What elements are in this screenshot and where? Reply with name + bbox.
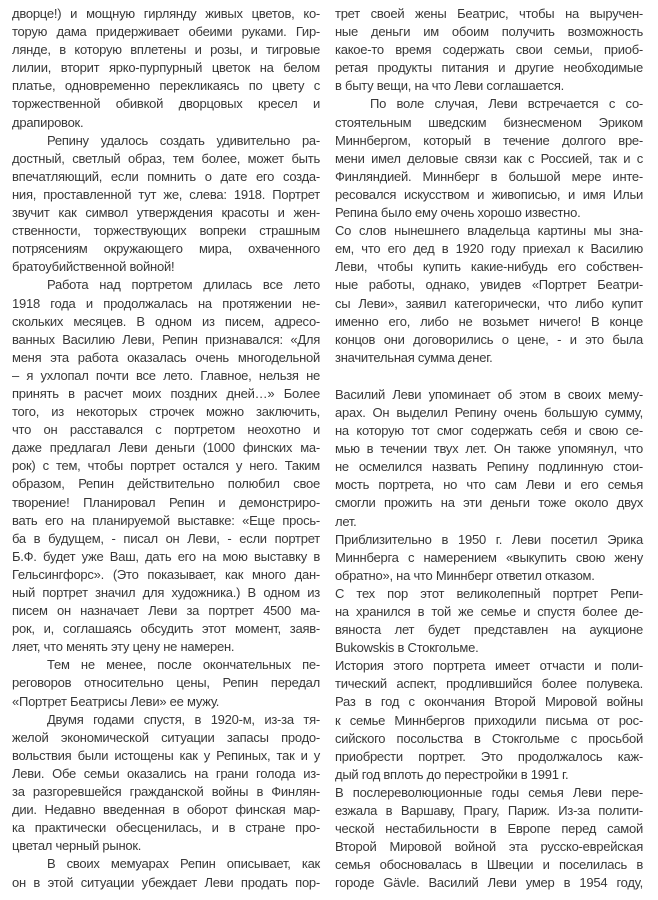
text-line: Миннбергом, который в течение долгого вре- [335,132,643,148]
text-line: В своих мемуарах Репин описывает, как [47,856,320,872]
text-line: Репина было ему очень хорошо известно. [335,205,581,221]
text-line: цветал черный рынок. [12,838,142,854]
text-line: принять в расчет моих поздних дней…» Более [12,385,320,401]
text-line: ный портрет значил для художника.) В одном из [12,585,320,600]
paragraph [12,855,320,891]
text-line: езжала в Варшаву, Прагу, Париж. Из-за полити- [335,803,643,819]
text-line: История этого портрета имеет отчасти и поли- [335,658,643,674]
text-line: рок) с тем, чтобы портрет остался у него. Таким [12,458,320,474]
text-line: что он расставался с портретом неохотно и [12,422,320,438]
text-line: звучит как символ утверждения красоты и жен- [12,205,320,221]
paragraph [335,222,643,367]
text-line: сы Леви», заявил категорически, что либо купит [335,295,643,311]
text-line: драпировок. [12,114,84,130]
paragraph [12,711,320,856]
paragraph [335,784,643,893]
text-line: ка практически обесценилась, и в стране про- [12,820,320,836]
text-line: ресовался искусством и живописью, и имя Ильи [335,186,643,202]
text-line: ственности, торжествующих вопреки страшным [12,223,320,239]
text-line: В послереволюционные годы семья Леви пере- [335,784,643,800]
column-left [12,5,320,900]
text-line: платье, одновременно перекликаясь по цвету с [12,78,320,94]
text-line: вяноста лет будет представлен на аукционе [335,622,643,638]
text-line: Работа над портретом длилась все лето [47,277,320,293]
paragraph [12,132,320,277]
paragraph [335,585,643,657]
text-line: потрясениям окружающего мира, охваченного [12,241,320,257]
text-line: творение! Планировал Репин и демонстриро- [12,494,320,510]
paragraph [335,5,643,95]
text-line: трет своей жены Беатрис, чтобы на выручен- [335,6,643,21]
paragraph [335,657,643,784]
text-line: вать его на планируемой выставке: «Еще прось- [12,512,320,528]
text-line: 1918 года и продолжалась на протяжении не- [12,295,320,311]
text-line: мью в течении твух лет. Он также упомянул, что [335,441,643,457]
text-line: дый год вплоть до перестройки в 1991 г. [335,766,569,782]
text-line: приобрести портрет. Это продолжалось каж- [335,748,643,764]
text-line: именно его, либо не возьмет ничего! В конце [335,313,643,329]
text-line: какое-то время содержать свои семьи, приоб- [335,42,643,58]
paragraph [12,5,320,132]
text-line: семья обосновалась в Швеции и поселилась в [335,857,643,873]
text-line: мость портрета, но что сам Леви и его семья [335,477,643,493]
text-line: писем он назначает Леви за портрет 4500 ма- [12,603,320,619]
text-line: Тем не менее, после окончательных пе- [47,657,320,673]
text-line: Bukowskis в Стокгольме. [335,640,479,656]
text-line: за разгоревшейся гражданской войны в Финлян- [12,784,320,800]
text-line: рок, и, соглашаясь обсудить этот момент, заяв- [12,621,320,637]
text-line: не осмелился назвать Репину подлинную стои- [335,459,643,475]
text-line: сийского посольства в Стокгольме с просьбой [335,730,643,746]
text-line: на которую тот смог содержать себя и свою се- [335,423,643,439]
text-line: «Портрет Беатрисы Леви» ее мужу. [12,693,220,709]
paragraph [12,656,320,710]
text-line: По воле случая, Леви встречается с со- [370,96,643,112]
text-line: к семье Миннбергов приходили письма от рос- [335,712,643,728]
text-line: Двумя годами спустя, в 1920-м, из-за тя- [47,711,320,727]
text-line: арах. Он выделил Репину очень большую сумму, [335,404,643,420]
text-line: Раз в год с окончания Второй Мировой войны [335,694,643,710]
text-line: концов они договорились о цене, - и это была [335,331,643,347]
text-line: лилии, вторит ярко-пурпурный цветок на белом [12,60,320,76]
text-line: торую дама придерживает обеими руками. Гир- [12,24,320,40]
text-line: лет. [335,513,357,529]
text-line: Леви, чтобы купить какие-нибудь его собствен- [335,259,643,275]
text-line: на хранился в той же семье и спустя более де- [335,604,643,619]
text-line: Второй Мировой войной эта русско-еврейская [335,839,643,855]
text-line: в быту вещи, на что Леви соглашается. [335,78,564,94]
text-line: образом, Репин действительно полюбил свое [12,476,320,492]
paragraph [335,531,643,585]
text-line: торжественной обивкой дворцовых кресел и [12,96,320,112]
text-line: скольких месяцев. В одном из писем, адресо- [12,313,320,329]
text-line: Гельсингфорс». (Это показывает, как много дан- [12,566,320,582]
text-line: ческой нестабильности в Европе перед самой [335,821,643,837]
text-line: Леви. Обе семьи оказались на грани голода из- [12,765,320,781]
text-line: Василий Леви упоминает об этом в своих мему- [335,386,643,402]
text-line: Миннберга с намерением «выкупить свою жену [335,549,643,565]
text-line: – я ухлопал почти все лето. Главное, нельзя не [12,367,320,383]
text-line: значительная сумма денег. [335,349,493,365]
text-line: Б.Ф. будет уже Ваш, дать его на мою выставку в [12,548,320,564]
text-line: ем, что его дед в 1920 году приехал к Василию [335,241,643,257]
text-line: вольствия были истощены как у Репиных, так и у [12,747,320,763]
text-line: Со слов нынешнего владельца картины мы зна- [335,223,643,239]
paragraph [335,95,643,222]
text-line: Репину удалось создать удивительно ра- [47,132,320,148]
text-line: Приблизительно в 1950 г. Леви посетил Эрика [335,531,643,547]
text-line: желой экономической ситуации запасы продо- [12,729,320,745]
text-line: стоятельным шведским бизнесменом Эриком [335,114,643,130]
text-line: впечатляющий, если помнить о дате его созда- [12,168,320,184]
text-line: дворце!) и мощную гирлянду живых цветов, ко- [12,6,320,21]
text-line: дии. Недавно введенная в оборот финская мар- [12,802,320,818]
column-right [335,5,643,900]
text-line: мени имел деловые связи как с Россией, так и с [335,150,643,166]
text-line: тический аспект, продлившийся более полувека. [335,676,643,692]
text-line: он в этой ситуации убеждает Леви продать пор- [12,874,320,890]
text-line: ния, проставленной тут же, слева: 1918. Портрет [12,186,320,202]
text-line: достный, светлый образ, тем более, может быть [12,150,320,166]
paragraph [12,276,320,656]
text-line: ляет, что менять эту цену не намерен. [12,639,235,655]
paragraph [335,386,643,531]
text-line: лянде, в которую вплетены и розы, и тигровые [12,42,320,58]
text-line: городе Gävle. Василий Леви умер в 1954 году, [335,875,643,891]
text-line: обратно», на что Миннберг ответил отказом. [335,567,595,583]
text-line: того, из некоторых строчек можно заключить, [12,404,320,420]
text-line: ванных Василию Леви, Репин признавался: «Для [12,331,320,347]
text-line: реговоров относительно цены, Репин передал [12,675,320,691]
text-line: смогли прожить на эти деньги тоже около двух [335,495,643,511]
text-line: братоубийственной войной! [12,259,175,275]
text-line: ные деньги им обоим получить возможность [335,24,643,40]
text-line: Финляндией. Миннберг в большой мере инте- [335,168,643,184]
text-line: ретая продукты питания и другие необходимые [335,60,643,76]
text-line: даже предлагал Леви деньги (1000 финских ма- [12,440,320,456]
text-line: С тех пор этот великолепный портрет Репи- [335,585,643,601]
text-line: ные работы, однако, увидев «Портрет Беатри- [335,277,643,293]
text-line: ба в будущем, - писал он Леви, - если портрет [12,530,320,546]
text-line: меня эта работа оказалась очень многодельной [12,349,320,365]
